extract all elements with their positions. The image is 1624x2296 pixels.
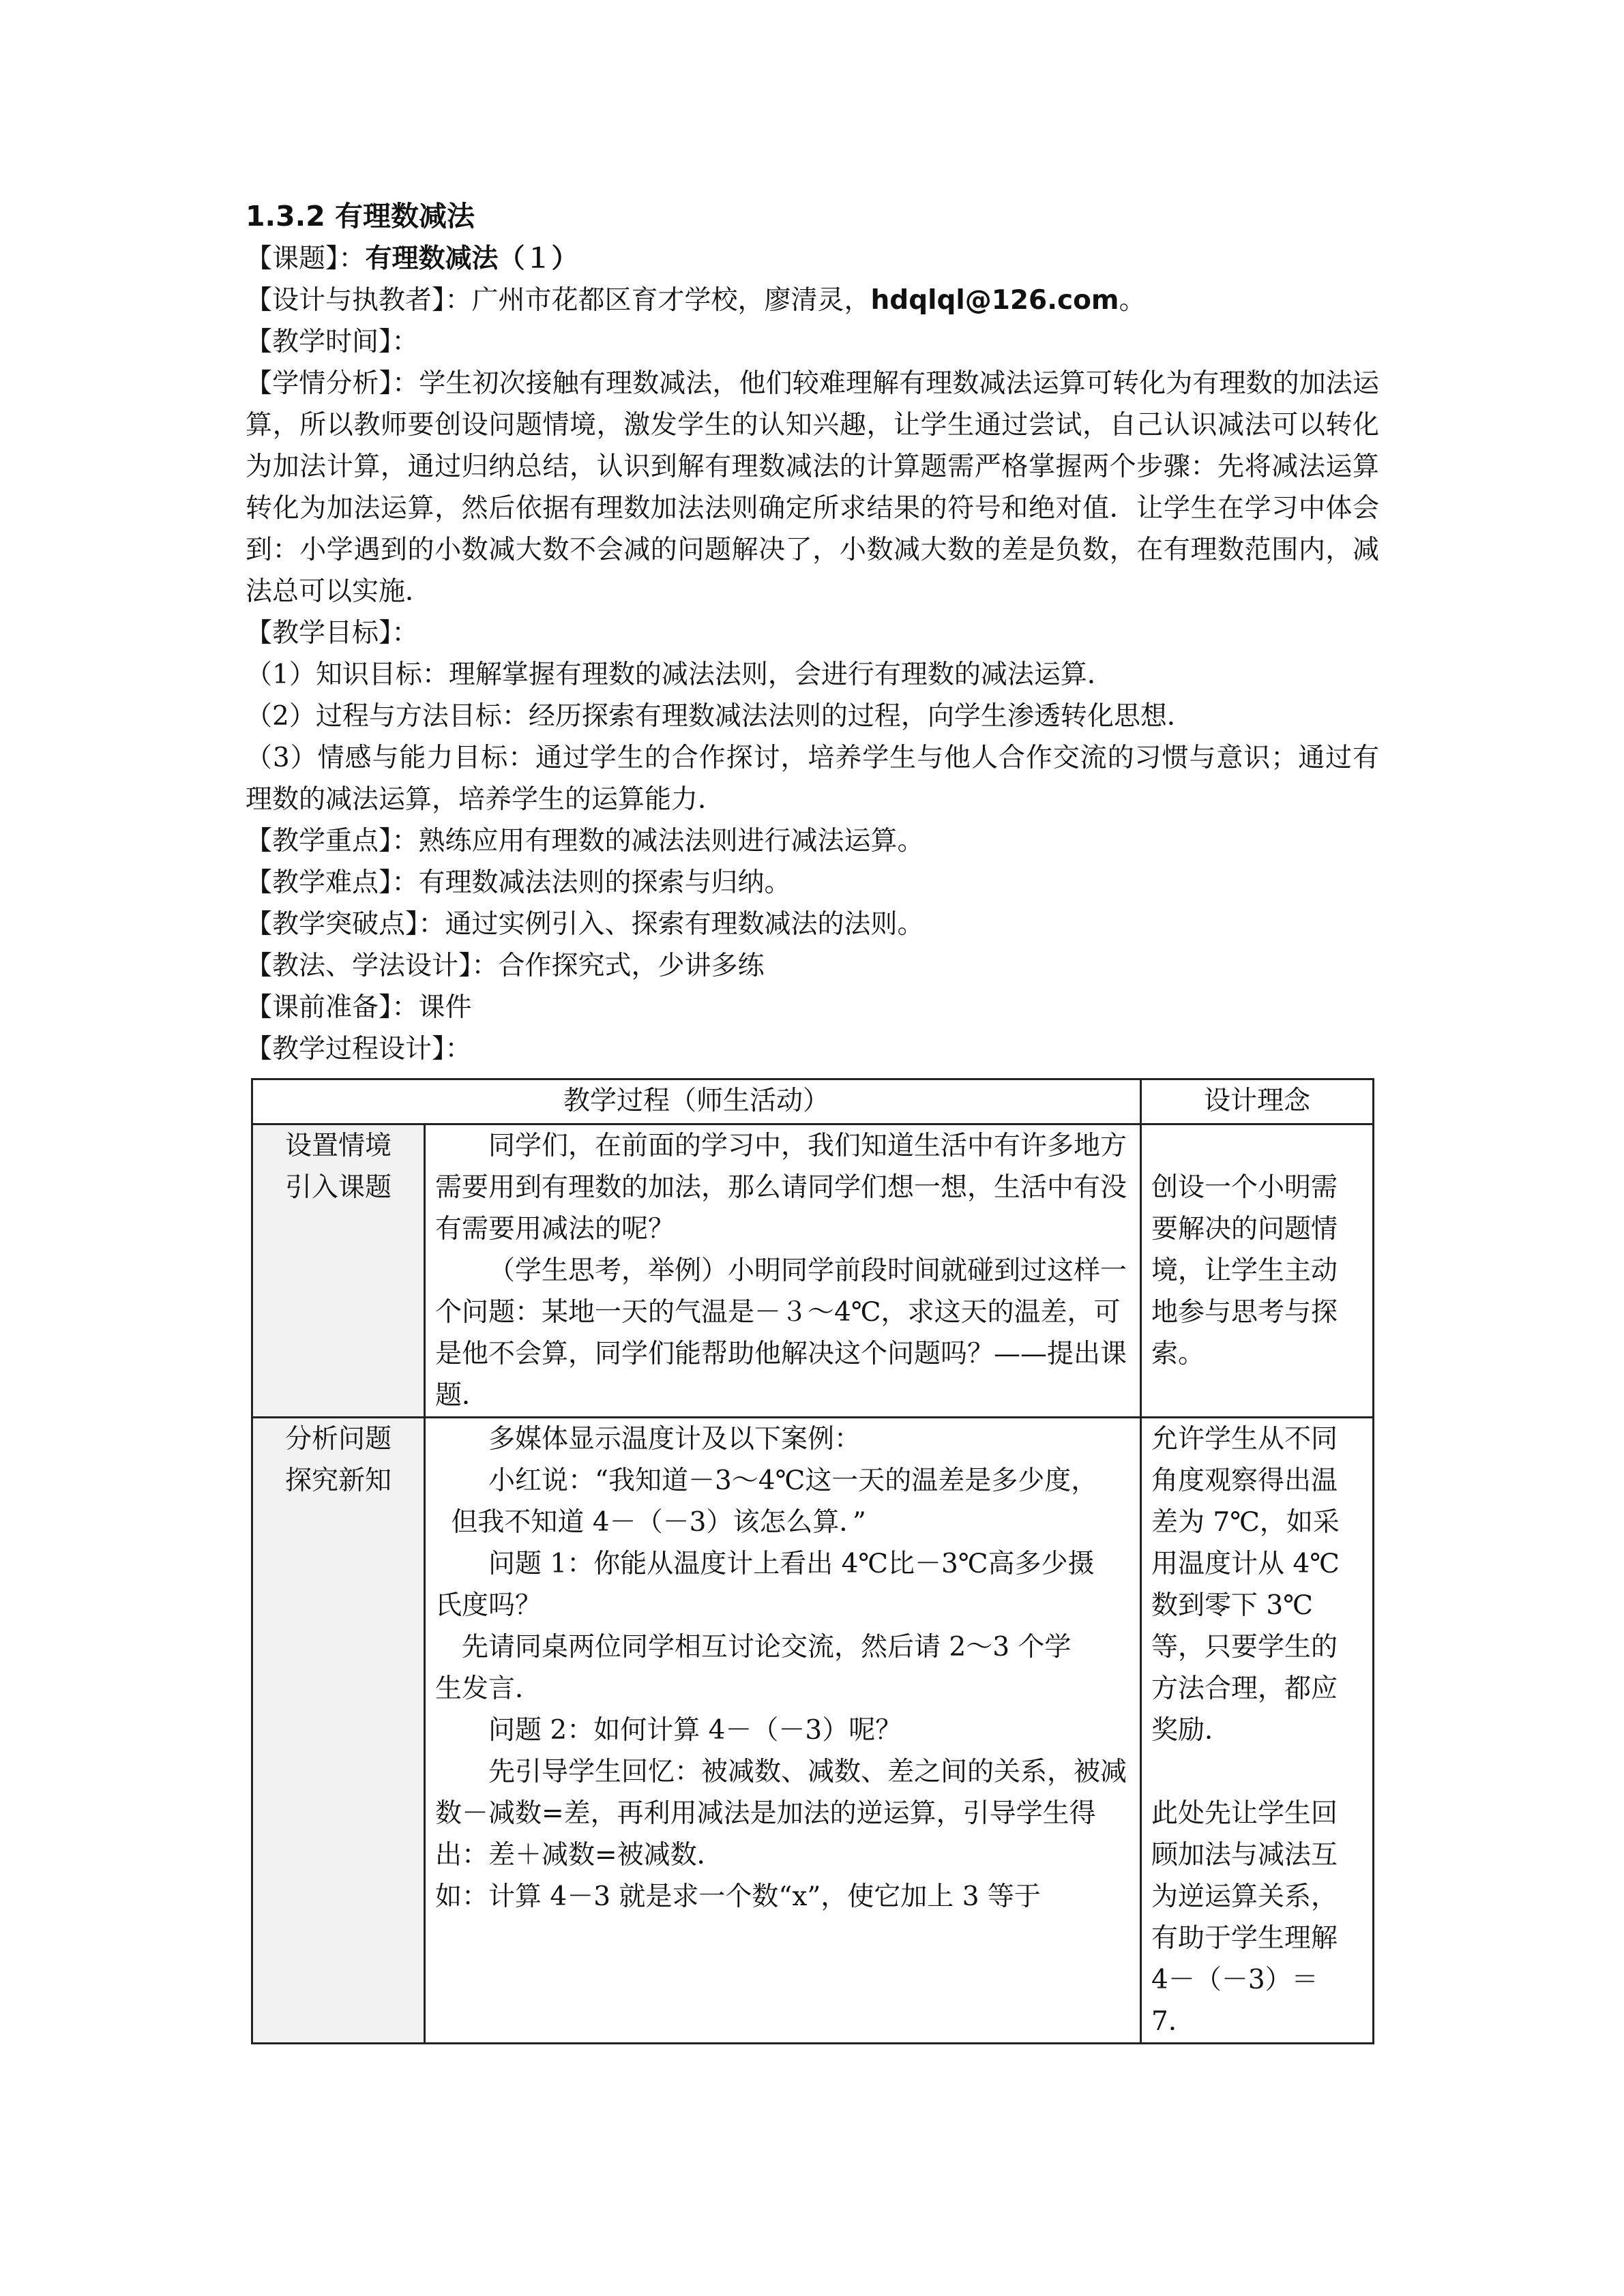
- analysis-text: 学生初次接触有理数减法，他们较难理解有理数减法运算可转化为有理数的加法运算，所以教师要创设问题情境，激发学生的认知兴趣，让学生通过尝试，自己认识减法可以转化为加法计算，通过归纳总结，认识到解有理数减法的计算题需严格掌握两个步骤：先将减法运算转化为加法运算，然后依据有理数加法法则确定所求结果的符号和绝对值．让学生在学习中体会到：小学遇到的小数减大数不会减的问题解决了，小数减大数的差是负数，在有理数范围内，减法总可以实施．: [246, 368, 1379, 607]
- designer-label: 【设计与执教者】：: [246, 285, 472, 316]
- document-page: [246, 194, 1379, 1070]
- designer-value: 广州市花都区育才学校，廖清灵，: [471, 285, 871, 316]
- time-label: 【教学时间】：: [246, 327, 419, 357]
- note-paragraph: 创设一个小明需要解决的问题情境，让学生主动地参与思考与探索。: [1151, 1172, 1338, 1369]
- methods-label: 【教法、学法设计】：: [246, 951, 499, 981]
- preparation-line: [246, 987, 1379, 1028]
- key-points-line: [246, 820, 1379, 862]
- section-title: 1.3.2 有理数减法: [246, 200, 475, 233]
- methods-line: [246, 945, 1379, 987]
- time-line: [246, 321, 1379, 363]
- content-paragraph: 生发言．: [435, 1673, 542, 1704]
- difficulties-line: [246, 862, 1379, 904]
- stage-line: 分析问题: [284, 1424, 392, 1455]
- content-paragraph: 同学们，在前面的学习中，我们知道生活中有许多地方需要用到有理数的加法，那么请同学们想一想，生活中有没有需要用减法的呢？: [435, 1131, 1127, 1244]
- content-paragraph: 小红说：“我知道－3～4℃这一天的温差是多少度，: [488, 1465, 1098, 1496]
- header-design-idea: 设计理念: [1141, 1079, 1374, 1124]
- stage-cell: [252, 1124, 425, 1418]
- preparation-value: 课件: [418, 992, 472, 1023]
- process-label: 【教学过程设计】：: [246, 1034, 472, 1064]
- breakthrough-value: 通过实例引入、探索有理数减法的法则。: [445, 909, 924, 940]
- designer-email: hdqlql@126.com: [870, 285, 1119, 316]
- difficulties-label: 【教学难点】：: [246, 867, 419, 898]
- content-paragraph: 问题 2：如何计算 4－（－3）呢？: [488, 1715, 902, 1746]
- goals-label: 【教学目标】：: [246, 618, 419, 648]
- note-paragraph: 此处先让学生回顾加法与减法互为逆运算关系，有助于学生理解 4－（－3）＝ 7．: [1151, 1798, 1338, 2037]
- stage-line: 探究新知: [284, 1465, 392, 1496]
- table-header-row: [252, 1079, 1374, 1124]
- teaching-process-table: [251, 1078, 1374, 2044]
- key-points-label: 【教学重点】：: [246, 826, 419, 856]
- goal-item-1: （1）知识目标：理解掌握有理数的减法法则，会进行有理数的减法运算．: [246, 659, 1114, 690]
- stage-cell: [252, 1418, 425, 2044]
- note-cell: [1141, 1124, 1374, 1418]
- topic-value: 有理数减法（１）: [365, 243, 578, 274]
- preparation-label: 【课前准备】：: [246, 992, 419, 1023]
- breakthrough-line: [246, 904, 1379, 945]
- stage-line: 设置情境: [284, 1131, 392, 1161]
- note-cell: [1141, 1418, 1374, 2044]
- content-paragraph: 问题 1：你能从温度计上看出 4℃比－3℃高多少摄: [488, 1549, 1095, 1579]
- difficulties-value: 有理数减法法则的探索与归纳。: [418, 867, 791, 898]
- note-spacer: [1151, 1751, 1363, 1793]
- goal-item-2: （2）过程与方法目标：经历探索有理数减法法则的过程，向学生渗透转化思想．: [246, 701, 1194, 732]
- key-points-value: 熟练应用有理数的减法法则进行减法运算。: [418, 826, 924, 856]
- methods-value: 合作探究式，少讲多练: [498, 951, 765, 981]
- header-process: 教学过程（师生活动）: [252, 1079, 1141, 1124]
- content-paragraph: 氏度吗？: [435, 1590, 542, 1621]
- designer-end: 。: [1119, 285, 1146, 316]
- content-paragraph: 但我不知道 4－（－3）该怎么算．”: [451, 1507, 866, 1538]
- content-paragraph: （学生思考，举例）小明同学前段时间就碰到过这样一个问题：某地一天的气温是－３～4℃，求这天的温差，可是他不会算，同学们能帮助他解决这个问题吗？——提出课题．: [435, 1255, 1127, 1411]
- table-row: [252, 1418, 1374, 2044]
- topic-line: [246, 238, 1379, 280]
- content-paragraph: 先引导学生回忆：被减数、减数、差之间的关系，被减数－减数=差，再利用减法是加法的逆运算，引导学生得出：差＋减数=被减数．: [435, 1757, 1127, 1870]
- topic-label: 【课题】：: [246, 243, 366, 274]
- content-paragraph: 先请同桌两位同学相互讨论交流，然后请 2～3 个学: [462, 1632, 1072, 1663]
- analysis-paragraph: [246, 363, 1379, 612]
- content-cell: [425, 1418, 1141, 2044]
- note-paragraph: 允许学生从不同角度观察得出温差为 7℃，如采用温度计从 4℃数到零下 3℃等，只要学生的方法合理，都应奖励．: [1151, 1424, 1340, 1746]
- stage-line: 引入课题: [284, 1172, 392, 1203]
- designer-line: [246, 280, 1379, 321]
- analysis-label: 【学情分析】：: [246, 368, 419, 399]
- table-row: [252, 1124, 1374, 1418]
- goal-item-3: （3）情感与能力目标：通过学生的合作探讨，培养学生与他人合作交流的习惯与意识；通过有理数的减法运算，培养学生的运算能力．: [246, 743, 1379, 815]
- breakthrough-label: 【教学突破点】：: [246, 909, 445, 940]
- content-paragraph: 如：计算 4－3 就是求一个数“x”，使它加上 3 等于: [435, 1881, 1041, 1912]
- content-cell: [425, 1124, 1141, 1418]
- content-paragraph: 多媒体显示温度计及以下案例：: [488, 1424, 861, 1455]
